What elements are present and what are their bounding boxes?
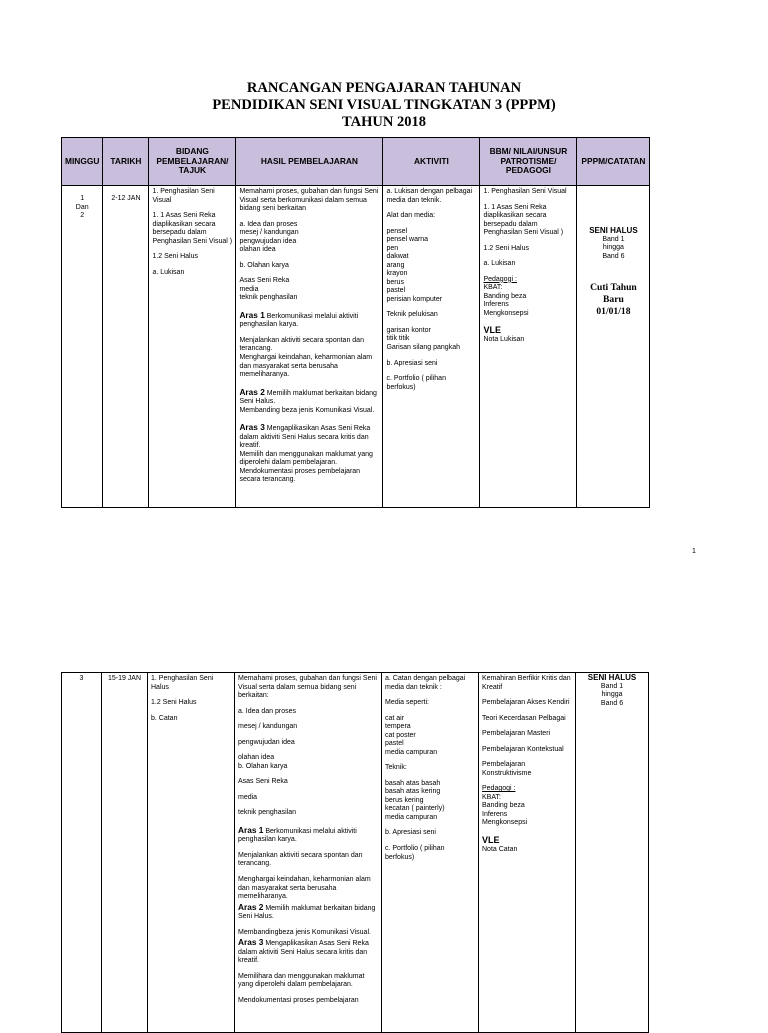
vle-label: VLE bbox=[482, 834, 500, 845]
col-header-aktiviti: AKTIVITI bbox=[383, 138, 480, 186]
bidang-line: 1.2 Seni Halus bbox=[151, 699, 197, 707]
hasil-line: Menghargai keindahan, keharmonian alam dan masyarakat serta berusaha memeliharanya. bbox=[238, 875, 371, 901]
hasil-intro: Memahami proses, gubahan dan fungsi Seni Visual serta dalam semua bidang seni berkaitan: bbox=[238, 675, 377, 700]
media-item: arang bbox=[386, 261, 405, 269]
cell-pppm bbox=[576, 673, 649, 1033]
media-item: media campuran bbox=[385, 748, 438, 756]
bbm-line: Pembelajaran Akses Kendiri bbox=[482, 699, 570, 707]
hasil-line: Menjalankan aktiviti secara spontan dan terancang. bbox=[239, 336, 364, 353]
media-item: perisian komputer bbox=[386, 295, 443, 303]
pedagogi-item: Inferens bbox=[483, 301, 509, 309]
teknik-item: garisan kontor bbox=[386, 326, 431, 334]
aras-1-text: Berkomunikasi melalui aktiviti penghasilan karya. bbox=[238, 827, 357, 844]
pedagogi-item: KBAT: bbox=[482, 793, 501, 801]
hasil-line: a. Idea dan proses bbox=[238, 707, 296, 715]
aras-2-block bbox=[239, 387, 379, 407]
aktiviti-c: c. Portfolio ( pilihan berfokus) bbox=[386, 375, 446, 391]
hasil-line: teknik penghasilan bbox=[238, 809, 296, 817]
bidang-line: 1. Penghasilan Seni Visual bbox=[152, 188, 215, 204]
aras-3-block bbox=[239, 422, 379, 451]
bidang-line: b. Catan bbox=[151, 714, 178, 722]
aktiviti-c: c. Portfolio ( pilihan berfokus) bbox=[385, 844, 445, 861]
band-line: Band 1 bbox=[602, 235, 625, 243]
teknik-item: basah atas basah bbox=[385, 779, 441, 787]
aras-3-label: Aras 3 bbox=[238, 937, 264, 948]
hasil-line: Menjalankan aktiviti secara spontan dan terancang. bbox=[238, 851, 363, 868]
pedagogi-item: Mengkonsepsi bbox=[483, 309, 529, 317]
cell-bbm bbox=[480, 186, 577, 508]
aktiviti-a: a. Catan dengan pelbagai media dan teknik : bbox=[385, 675, 466, 691]
aras-2-text: Memilih maklumat berkaitan bidang Seni Halus. bbox=[238, 904, 376, 921]
bbm-line: 1.2 Seni Halus bbox=[483, 244, 529, 252]
cuti-line: 01/01/18 bbox=[596, 306, 631, 318]
bbm-line: Pembelajaran Kontekstual bbox=[482, 745, 564, 753]
table-row bbox=[62, 186, 650, 508]
bidang-line: 1. Penghasilan Seni Halus bbox=[151, 675, 214, 691]
cell-tarikh: 15-19 JAN bbox=[102, 673, 148, 1033]
hasil-line: Mendokumentasi proses pembelajaran secara terancang. bbox=[239, 467, 361, 484]
minggu-line: Dan bbox=[75, 203, 89, 211]
aras-3-text: Mengaplikasikan Asas Seni Reka dalam aktiviti Seni Halus secara kritis dan kreatif. bbox=[239, 425, 371, 450]
band-line: Band 6 bbox=[602, 252, 625, 260]
seni-halus-label: SENI HALUS bbox=[587, 673, 637, 682]
pedagogi-item: Mengkonsepsi bbox=[482, 819, 528, 827]
col-header-hasil: HASIL PEMBELAJARAN bbox=[236, 138, 383, 186]
vle-note: Nota Catan bbox=[482, 845, 518, 853]
hasil-intro: Memahami proses, gubahan dan fungsi Seni Visual serta berkomunikasi dalam semua bidang seni berkaitan bbox=[239, 188, 379, 213]
teknik-item: berus kering bbox=[385, 796, 424, 804]
hasil-line: Membandingbeza jenis Komunikasi Visual. bbox=[238, 928, 371, 936]
aktiviti-b: b. Apresiasi seni bbox=[385, 829, 436, 837]
cell-aktiviti bbox=[383, 186, 480, 508]
hasil-line: olahan idea bbox=[238, 754, 275, 762]
table-row bbox=[62, 673, 649, 1033]
bbm-line: 1. Penghasilan Seni Visual bbox=[483, 188, 567, 195]
cell-bbm bbox=[479, 673, 576, 1033]
hasil-line: media bbox=[238, 793, 258, 801]
aras-1-text: Berkomunikasi melalui aktiviti penghasilan karya. bbox=[239, 312, 359, 329]
hasil-line: teknik penghasilan bbox=[239, 294, 298, 302]
hasil-line: Memilih dan menggunakan maklumat yang diperolehi dalam pembelajaran. bbox=[239, 450, 373, 467]
bbm-line: Pembelajaran Konstruktivisme bbox=[482, 761, 532, 777]
media-item: pastel bbox=[385, 740, 404, 748]
hasil-line: Asas Seni Reka bbox=[239, 277, 290, 285]
hasil-line: Membanding beza jenis Komunikasi Visual. bbox=[239, 406, 375, 414]
col-header-minggu: MINGGU bbox=[62, 138, 103, 186]
pedagogi-label: Pedagogi : bbox=[482, 785, 516, 793]
hasil-line: mesej / kandungan bbox=[239, 229, 299, 237]
hasil-line: a. Idea dan proses bbox=[239, 220, 298, 228]
bbm-line: a. Lukisan bbox=[483, 260, 516, 268]
teknik-item: basah atas kering bbox=[385, 788, 441, 796]
cell-pppm bbox=[577, 186, 650, 508]
bidang-line: 1. 1 Asas Seni Reka diaplikasikan secara bersepadu dalam Penghasilan Seni Visual ) bbox=[152, 212, 233, 245]
teknik-item: Garisan silang pangkah bbox=[386, 343, 460, 351]
hasil-line: mesej / kandungan bbox=[238, 723, 298, 731]
media-item: berus bbox=[386, 278, 404, 286]
col-header-bbm: BBM/ NILAI/UNSUR PATROTISME/ PEDAGOGI bbox=[480, 138, 577, 186]
col-header-pppm: PPPM/CATATAN bbox=[577, 138, 650, 186]
media-item: pensel warna bbox=[386, 236, 429, 244]
pedagogi-item: Banding beza bbox=[482, 802, 525, 810]
aras-1-label: Aras 1 bbox=[238, 824, 264, 835]
cell-hasil bbox=[236, 186, 383, 508]
vle-label: VLE bbox=[483, 325, 501, 336]
band-line: hingga bbox=[601, 691, 623, 699]
teknik-item: media campuran bbox=[385, 813, 438, 821]
aktiviti-teknik: Teknik pelukisan bbox=[386, 311, 438, 319]
hasil-line: media bbox=[239, 285, 259, 293]
bbm-line: Kemahiran Berfikir Kritis dan Kreatif bbox=[482, 675, 571, 691]
table-header-row bbox=[62, 138, 650, 186]
hasil-line: b. Olahan karya bbox=[239, 261, 289, 269]
aktiviti-b: b. Apresiasi seni bbox=[386, 359, 438, 367]
cell-bidang bbox=[148, 673, 235, 1033]
cell-bidang bbox=[149, 186, 236, 508]
cell-hasil bbox=[235, 673, 382, 1033]
pedagogi-item: Banding beza bbox=[483, 292, 527, 300]
doc-title-line2: PENDIDIKAN SENI VISUAL TINGKATAN 3 (PPPM) bbox=[212, 97, 556, 113]
media-item: tempera bbox=[385, 723, 411, 731]
hasil-line: Mendokumentasi proses pembelajaran bbox=[238, 996, 359, 1004]
bbm-line: 1. 1 Asas Seni Reka diaplikasikan secara bersepadu dalam Penghasilan Seni Visual ) bbox=[483, 203, 564, 237]
bidang-line: 1.2 Seni Halus bbox=[152, 253, 198, 261]
teknik-item: kecatan ( painterly) bbox=[385, 805, 445, 813]
hasil-line: b. Olahan karya bbox=[238, 762, 288, 770]
bbm-line: Pembelajaran Masteri bbox=[482, 730, 551, 738]
band-line: Band 1 bbox=[600, 682, 624, 690]
pedagogi-item: Inferens bbox=[482, 810, 508, 818]
hasil-line: Memilihara dan menggunakan maklumat yang diperolehi dalam pembelajaran. bbox=[238, 972, 365, 989]
aras-3-text: Mengaplikasikan Asas Seni Reka dalam aktiviti Seni Halus secara kritis dan kreatif. bbox=[238, 940, 369, 965]
media-item: cat poster bbox=[385, 731, 416, 739]
aras-1-label: Aras 1 bbox=[239, 309, 265, 320]
bbm-line: Teori Kecerdasan Pelbagai bbox=[482, 714, 566, 722]
aras-1-block bbox=[238, 825, 378, 845]
media-item: pastel bbox=[386, 287, 406, 295]
cell-minggu: 3 bbox=[62, 673, 102, 1033]
aras-2-label: Aras 2 bbox=[239, 386, 265, 397]
hasil-line: pengwujudan idea bbox=[239, 237, 297, 245]
doc-title-line3: TAHUN 2018 bbox=[342, 114, 426, 130]
hasil-line: Menghargai keindahan, keharmonian alam dan masyarakat serta berusaha memeliharanya. bbox=[239, 353, 373, 379]
col-header-bidang: BIDANG PEMBELAJARAN/ TAJUK bbox=[149, 138, 236, 186]
band-line: Band 6 bbox=[600, 699, 624, 707]
minggu-line: 1 bbox=[80, 195, 85, 202]
aras-2-block bbox=[238, 902, 378, 922]
minggu-line: 2 bbox=[80, 212, 85, 220]
media-item: pensel bbox=[386, 227, 408, 235]
aras-3-block bbox=[238, 937, 378, 966]
aras-1-block bbox=[239, 310, 379, 330]
aras-3-label: Aras 3 bbox=[239, 422, 265, 433]
aktiviti-a: a. Lukisan dengan pelbagai media dan teknik. bbox=[386, 188, 473, 204]
media-item: krayon bbox=[386, 270, 408, 278]
pedagogi-label: Pedagogi : bbox=[483, 275, 517, 283]
seni-halus-label: SENI HALUS bbox=[589, 226, 638, 235]
cuti-line: Baru bbox=[603, 294, 624, 306]
teknik-item: titik titik bbox=[386, 335, 410, 343]
doc-title-line1: RANCANGAN PENGAJARAN TAHUNAN bbox=[246, 80, 522, 96]
aras-2-text: Memilih maklumat berkaitan bidang Seni Halus. bbox=[239, 389, 377, 406]
bidang-line: a. Lukisan bbox=[152, 268, 185, 276]
band-line: hingga bbox=[602, 244, 624, 252]
rpt-table-page1 bbox=[61, 137, 650, 508]
vle-note: Nota Lukisan bbox=[483, 336, 525, 344]
cell-tarikh: 2-12 JAN bbox=[103, 186, 149, 508]
aktiviti-teknik: Teknik: bbox=[385, 764, 407, 772]
cell-aktiviti bbox=[382, 673, 479, 1033]
page-number: 1 bbox=[692, 548, 696, 555]
media-item: dakwat bbox=[386, 253, 409, 261]
media-item: cat air bbox=[385, 714, 405, 722]
hasil-line: Asas Seni Reka bbox=[238, 778, 288, 786]
aras-2-label: Aras 2 bbox=[238, 901, 264, 912]
pedagogi-item: KBAT: bbox=[483, 284, 503, 292]
aktiviti-media-label: Media seperti: bbox=[385, 699, 429, 707]
aktiviti-alat: Alat dan media: bbox=[386, 212, 436, 220]
rpt-table-page2 bbox=[61, 672, 649, 1033]
cell-minggu bbox=[62, 186, 103, 508]
media-item: pen bbox=[386, 244, 399, 252]
cuti-line: Cuti Tahun bbox=[590, 282, 637, 294]
col-header-tarikh: TARIKH bbox=[103, 138, 149, 186]
hasil-line: pengwujudan idea bbox=[238, 738, 295, 746]
hasil-line: olahan idea bbox=[239, 246, 276, 254]
